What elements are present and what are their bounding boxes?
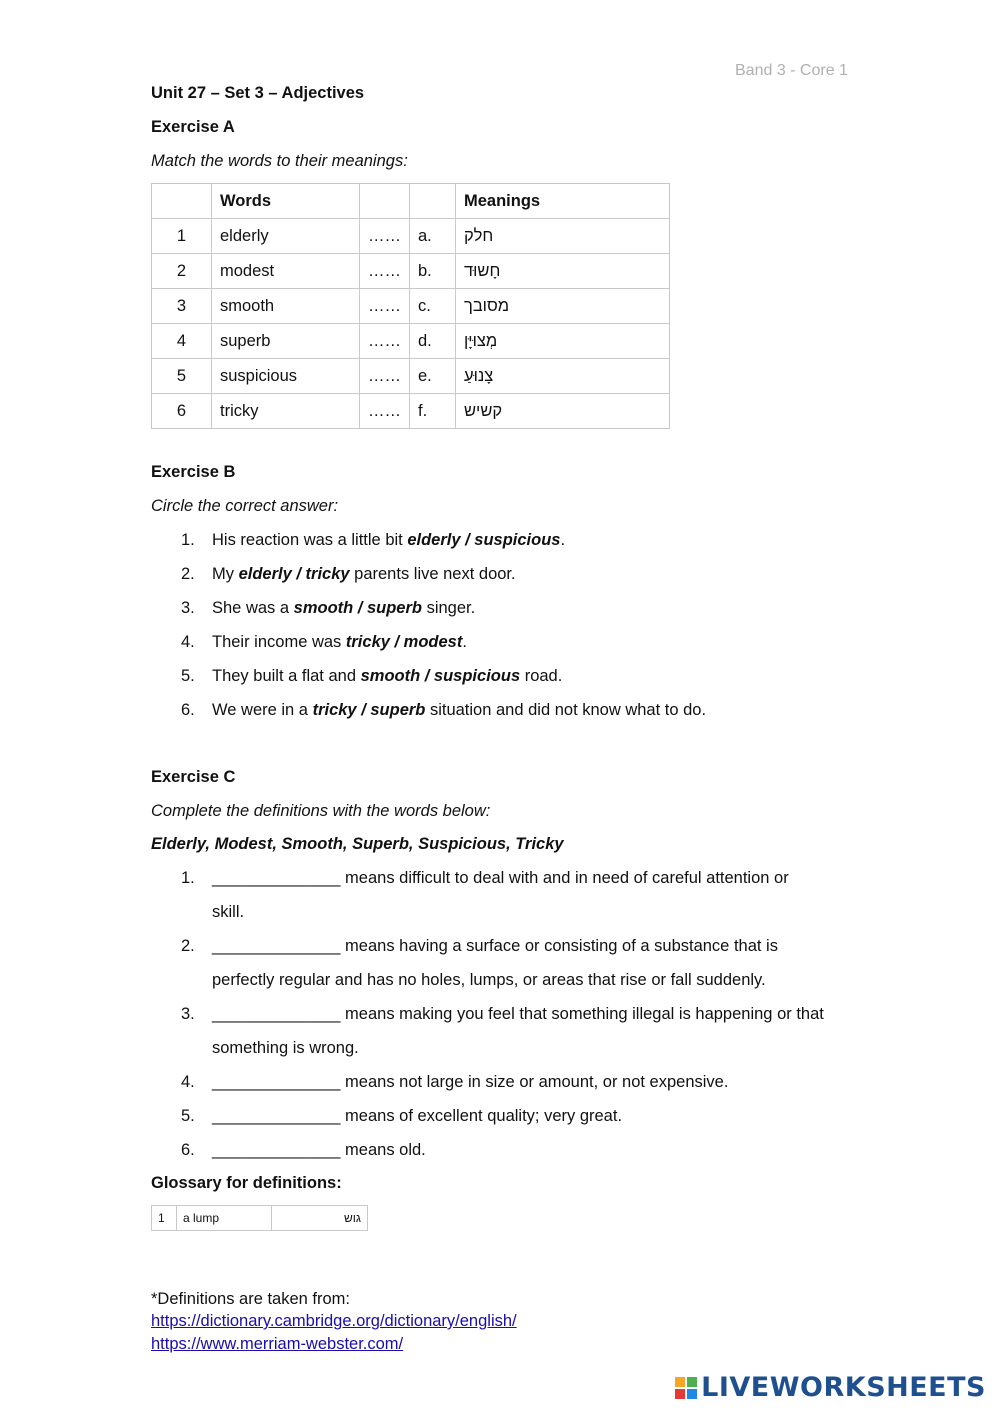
table-row [152,1206,368,1231]
logo-grid-icon [675,1377,697,1399]
row-meaning: קשיש [464,401,503,420]
list-item: 1. ______________ means difficult to deal with and in need of careful attention or skill. [151,861,851,929]
row-letter: e. [410,359,456,394]
definition-text[interactable]: ______________ means having a surface or consisting of a substance that is [212,937,778,955]
row-number: 6 [152,394,212,429]
answer-choice[interactable]: elderly / tricky [238,565,350,583]
row-letter: a. [410,219,456,254]
word-bank: Elderly, Modest, Smooth, Superb, Suspicious, Tricky [151,835,564,853]
row-letter: f. [410,394,456,429]
table-row [152,324,670,359]
answer-choice[interactable]: smooth / superb [293,599,422,617]
list-item: 4. ______________ means not large in size or amount, or not expensive. [151,1065,851,1099]
definition-text[interactable]: ______________ means difficult to deal with and in need of careful attention or [212,869,789,887]
sources-intro: *Definitions are taken from: [151,1290,351,1308]
list-item: 2. My elderly / tricky parents live next door. [181,565,516,583]
page-title: Unit 27 – Set 3 – Adjectives [151,84,365,102]
exercise-c-list [151,861,851,1167]
answer-choice[interactable]: smooth / suspicious [360,667,521,685]
answer-blank[interactable]: …… [360,394,410,429]
column-header-words: Words [212,184,360,219]
glossary-table [151,1205,368,1231]
list-item: 6. We were in a tricky / superb situation and did not know what to do. [181,701,707,719]
exercise-a-heading: Exercise A [151,118,235,136]
list-item: 5. They built a flat and smooth / suspicious road. [181,667,563,685]
glossary-term: a lump [177,1206,272,1231]
logo-text: LIVEWORKSHEETS [701,1372,986,1403]
row-number: 5 [152,359,212,394]
band-label: Band 3 - Core 1 [735,62,848,79]
row-meaning: מסובך [464,296,510,315]
list-item: 1. His reaction was a little bit elderly / suspicious. [181,531,566,549]
column-header-meanings: Meanings [456,184,670,219]
row-meaning: צָנוּעַ [464,366,494,385]
row-meaning: חָשוּד [464,261,501,280]
list-item: 3. ______________ means making you feel that something illegal is happening or that something is wrong. [151,997,851,1065]
glossary-heading: Glossary for definitions: [151,1174,342,1192]
table-row [152,394,670,429]
answer-choice[interactable]: elderly / suspicious [407,531,561,549]
row-number: 3 [152,289,212,324]
answer-blank[interactable]: …… [360,324,410,359]
row-letter: d. [410,324,456,359]
list-item: 5. ______________ means of excellent quality; very great. [151,1099,851,1133]
row-word: suspicious [212,359,360,394]
answer-blank[interactable]: …… [360,219,410,254]
matching-table [151,183,670,429]
exercise-a-instruction: Match the words to their meanings: [151,152,408,170]
exercise-b-list [151,523,851,727]
row-word: modest [212,254,360,289]
row-letter: c. [410,289,456,324]
glossary-number: 1 [152,1206,177,1231]
table-row [152,219,670,254]
row-word: superb [212,324,360,359]
row-word: tricky [212,394,360,429]
definition-text[interactable]: ______________ means old. [212,1141,426,1159]
list-item: 3. She was a smooth / superb singer. [181,599,476,617]
list-item: 2. ______________ means having a surface or consisting of a substance that is perfectly regular and has no holes, lumps, or areas that rise or fall suddenly. [151,929,851,997]
row-word: elderly [212,219,360,254]
exercise-b-instruction: Circle the correct answer: [151,497,339,515]
row-meaning: מְצוּיָּן [464,331,498,350]
exercise-c-instruction: Complete the definitions with the words below: [151,802,491,820]
table-row [152,254,670,289]
merriam-webster-link[interactable]: https://www.merriam-webster.com/ [151,1335,404,1353]
exercise-b-heading: Exercise B [151,463,236,481]
liveworksheets-logo[interactable] [675,1372,986,1403]
answer-blank[interactable]: …… [360,289,410,324]
definition-text[interactable]: ______________ means making you feel that something illegal is happening or that [212,1005,824,1023]
definition-text[interactable]: ______________ means not large in size or amount, or not expensive. [212,1073,729,1091]
table-row [152,289,670,324]
row-number: 2 [152,254,212,289]
row-number: 4 [152,324,212,359]
table-row [152,359,670,394]
answer-choice[interactable]: tricky / modest [345,633,463,651]
exercise-c-heading: Exercise C [151,768,236,786]
answer-blank[interactable]: …… [360,254,410,289]
table-header-row [152,184,670,219]
definition-text[interactable]: ______________ means of excellent quality; very great. [212,1107,623,1125]
row-number: 1 [152,219,212,254]
answer-blank[interactable]: …… [360,359,410,394]
list-item: 4. Their income was tricky / modest. [181,633,467,651]
list-item: 6. ______________ means old. [151,1133,851,1167]
answer-choice[interactable]: tricky / superb [312,701,426,719]
row-letter: b. [410,254,456,289]
row-word: smooth [212,289,360,324]
cambridge-link[interactable]: https://dictionary.cambridge.org/dictionary/english/ [151,1312,517,1330]
row-meaning: חלק [464,226,494,245]
glossary-translation: גוש [272,1206,368,1231]
